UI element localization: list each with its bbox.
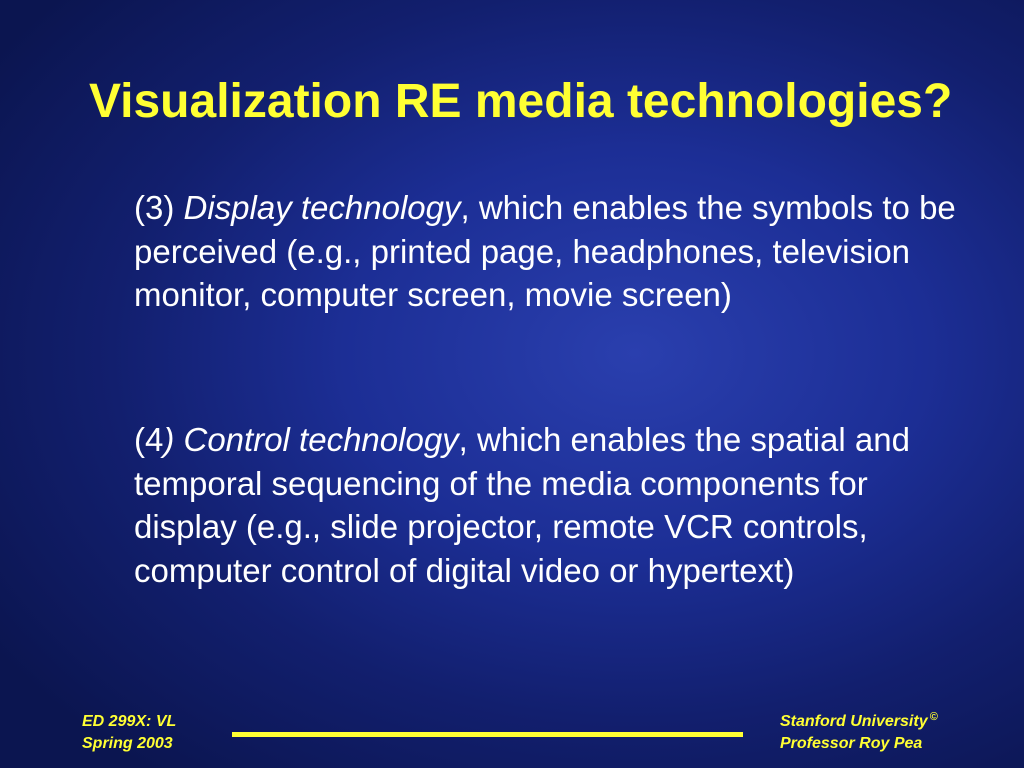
bullet-term: ) Control technology: [163, 421, 459, 458]
footer-university-line: [780, 711, 938, 733]
bullet-description: , which enables the spatial and temporal sequencing of the media components for display (e.g., slide projector, remote VCR controls, computer control of digital video or hypertext): [134, 421, 910, 589]
bullet-number: (3): [134, 189, 184, 226]
copyright-symbol: ©: [929, 710, 938, 723]
footer-term: Spring 2003: [82, 735, 173, 752]
bullet-term: Display technology: [183, 189, 461, 226]
bullet-control-technology: [134, 418, 964, 592]
footer-course: ED 299X: VL: [82, 713, 177, 730]
footer-university: Stanford University: [780, 713, 928, 730]
footer-professor: Professor Roy Pea: [780, 735, 923, 752]
footer-divider: [232, 732, 743, 737]
bullet-description: , which enables the symbols to be perceived (e.g., printed page, headphones, television monitor, computer screen, movie screen): [134, 189, 956, 313]
bullet-number: (4: [134, 421, 164, 458]
bullet-display-technology: [134, 186, 964, 317]
footer-author-info: [780, 711, 938, 755]
slide-title: Visualization RE media technologies?: [89, 75, 953, 128]
footer-course-info: [82, 711, 176, 755]
